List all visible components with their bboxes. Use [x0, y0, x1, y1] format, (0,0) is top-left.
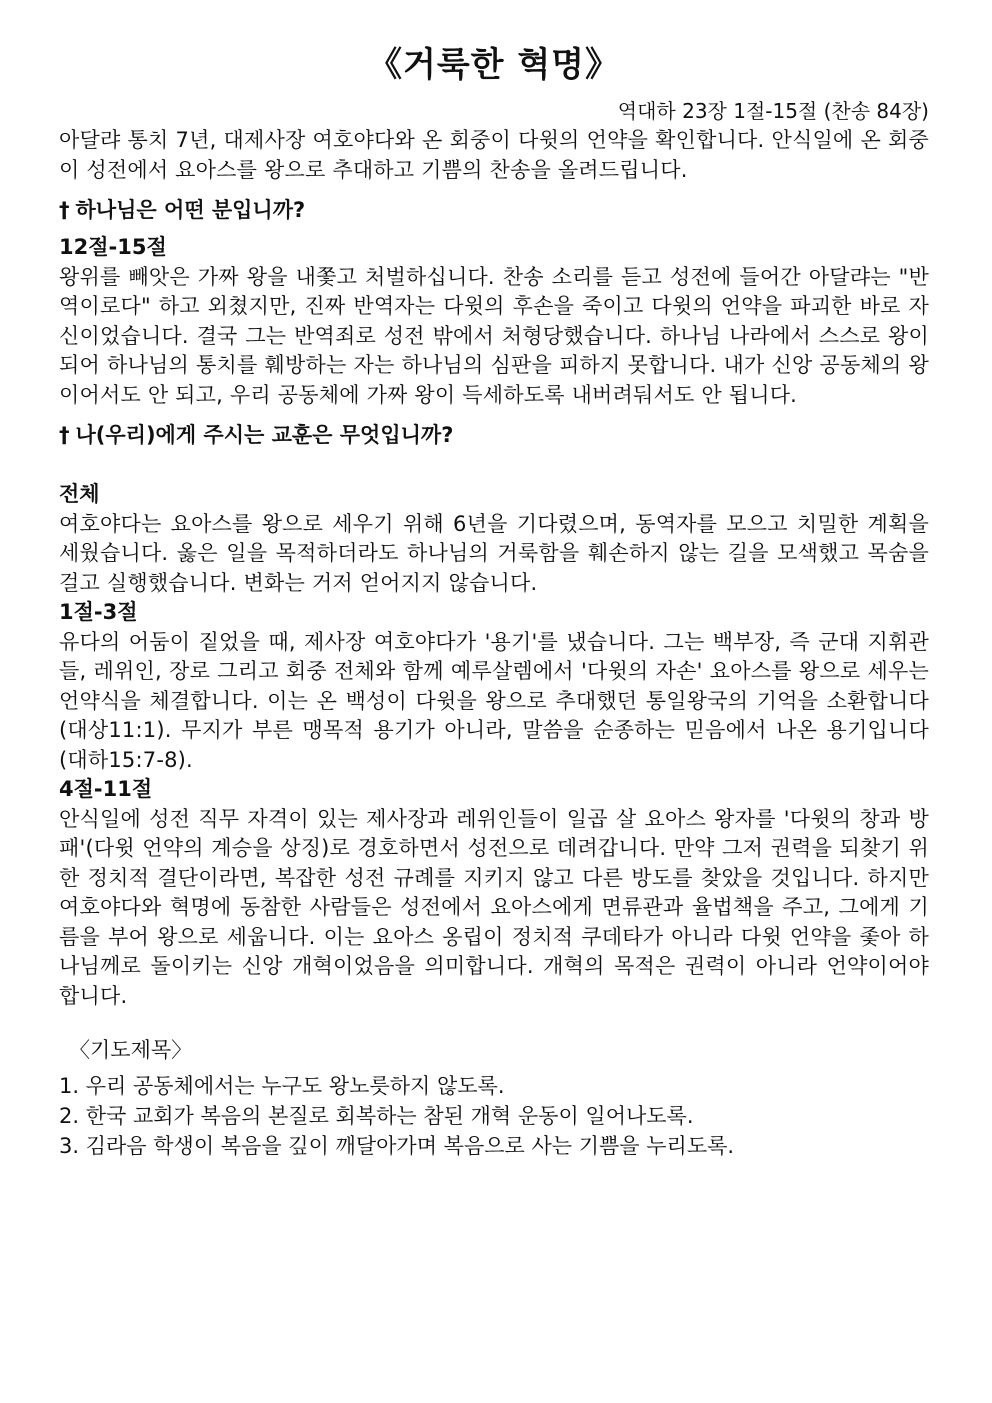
question-1-text: 하나님은 어떤 분입니까?: [75, 198, 306, 222]
section-body-4-11: 안식일에 성전 직무 자격이 있는 제사장과 레위인들이 일곱 살 요아스 왕자를 '다윗의 창과 방패'(다윗 언약의 계승을 상징)로 경호하면서 성전으로 데려갑니다. 만약 그저 권력을 되찾기 위한 정치적 결단이라면, 복잡한 성전 규례를 지키지 않고 다른 방도를 찾았을 것입니다. 하지만 여호야다와 혁명에 동참한 사람들은 성전에서 요아스에게 면류관과 율법책을 주고, 그에게 기름을 부어 왕으로 세웁니다. 이는 요아스 옹립이 정치적 쿠데타가 아니라 다윗 언약을 좇아 하나님께로 돌이키는 신앙 개혁이었음을 의미합니다. 개혁의 목적은 권력이 아니라 언약이어야 합니다.: [59, 806, 929, 1008]
prayer-list: [59, 1071, 929, 1161]
section-body-1-3: 유다의 어둠이 짙었을 때, 제사장 여호야다가 '용기'를 냈습니다. 그는 백부장, 즉 군대 지휘관들, 레위인, 장로 그리고 회중 전체와 함께 예루살렘에서 '다윗의 자손' 요아스를 왕으로 세우는 언약식을 체결합니다. 이는 온 백성이 다윗을 왕으로 추대했던 통일왕국의 기억을 소환합니다(대상11:1). 무지가 부른 맹목적 용기가 아니라, 말씀을 순종하는 믿음에서 나온 용기입니다(대하15:7-8).: [59, 629, 929, 772]
document-page: [59, 40, 929, 1161]
section-heading-1-3: 1절-3절: [59, 600, 138, 624]
question-1: [59, 195, 929, 225]
section-heading-12-15: 12절-15절: [59, 235, 167, 259]
section-body-overall: 여호야다는 요아스를 왕으로 세우기 위해 6년을 기다렸으며, 동역자를 모으고 치밀한 계획을 세웠습니다. 옳은 일을 목적하더라도 하나님의 거룩함을 훼손하지 않는 길을 모색했고 목숨을 걸고 실행했습니다. 변화는 거저 얻어지지 않습니다.: [59, 511, 929, 595]
question-2-text: 나(우리)에게 주시는 교훈은 무엇입니까?: [75, 423, 454, 447]
prayer-heading: 〈기도제목〉: [69, 1038, 193, 1062]
prayer-item: 2. 한국 교회가 복음의 본질로 회복하는 참된 개혁 운동이 일어나도록.: [59, 1104, 694, 1128]
prayer-item: 1. 우리 공동체에서는 누구도 왕노릇하지 않도록.: [59, 1074, 505, 1098]
scripture-reference: 역대하 23장 1절-15절 (찬송 84장): [617, 99, 929, 123]
intro-paragraph: 아달랴 통치 7년, 대제사장 여호야다와 온 회중이 다윗의 언약을 확인합니다. 안식일에 온 회중이 성전에서 요아스를 왕으로 추대하고 기쁨의 찬송을 올려드립니다.: [59, 128, 929, 182]
cross-icon: †: [59, 198, 70, 222]
section-body-12-15: 왕위를 빼앗은 가짜 왕을 내쫓고 처벌하십니다. 찬송 소리를 듣고 성전에 들어간 아달랴는 "반역이로다" 하고 외쳤지만, 진짜 반역자는 다윗의 후손을 죽이고 다윗의 언약을 파괴한 바로 자신이었습니다. 결국 그는 반역죄로 성전 밖에서 처형당했습니다. 하나님 나라에서 스스로 왕이 되어 하나님의 통치를 훼방하는 자는 하나님의 심판을 피하지 못합니다. 내가 신앙 공동체의 왕이어서도 안 되고, 우리 공동체에 가짜 왕이 득세하도록 내버려둬서도 안 됩니다.: [59, 264, 929, 407]
question-2: [59, 420, 929, 450]
page-title: 《거룩한 혁명》: [367, 45, 621, 85]
section-heading-4-11: 4절-11절: [59, 777, 153, 801]
section-heading-overall: 전체: [59, 482, 100, 506]
prayer-item: 3. 김라음 학생이 복음을 깊이 깨달아가며 복음으로 사는 기쁨을 누리도록.: [59, 1134, 735, 1158]
cross-icon: †: [59, 423, 70, 447]
